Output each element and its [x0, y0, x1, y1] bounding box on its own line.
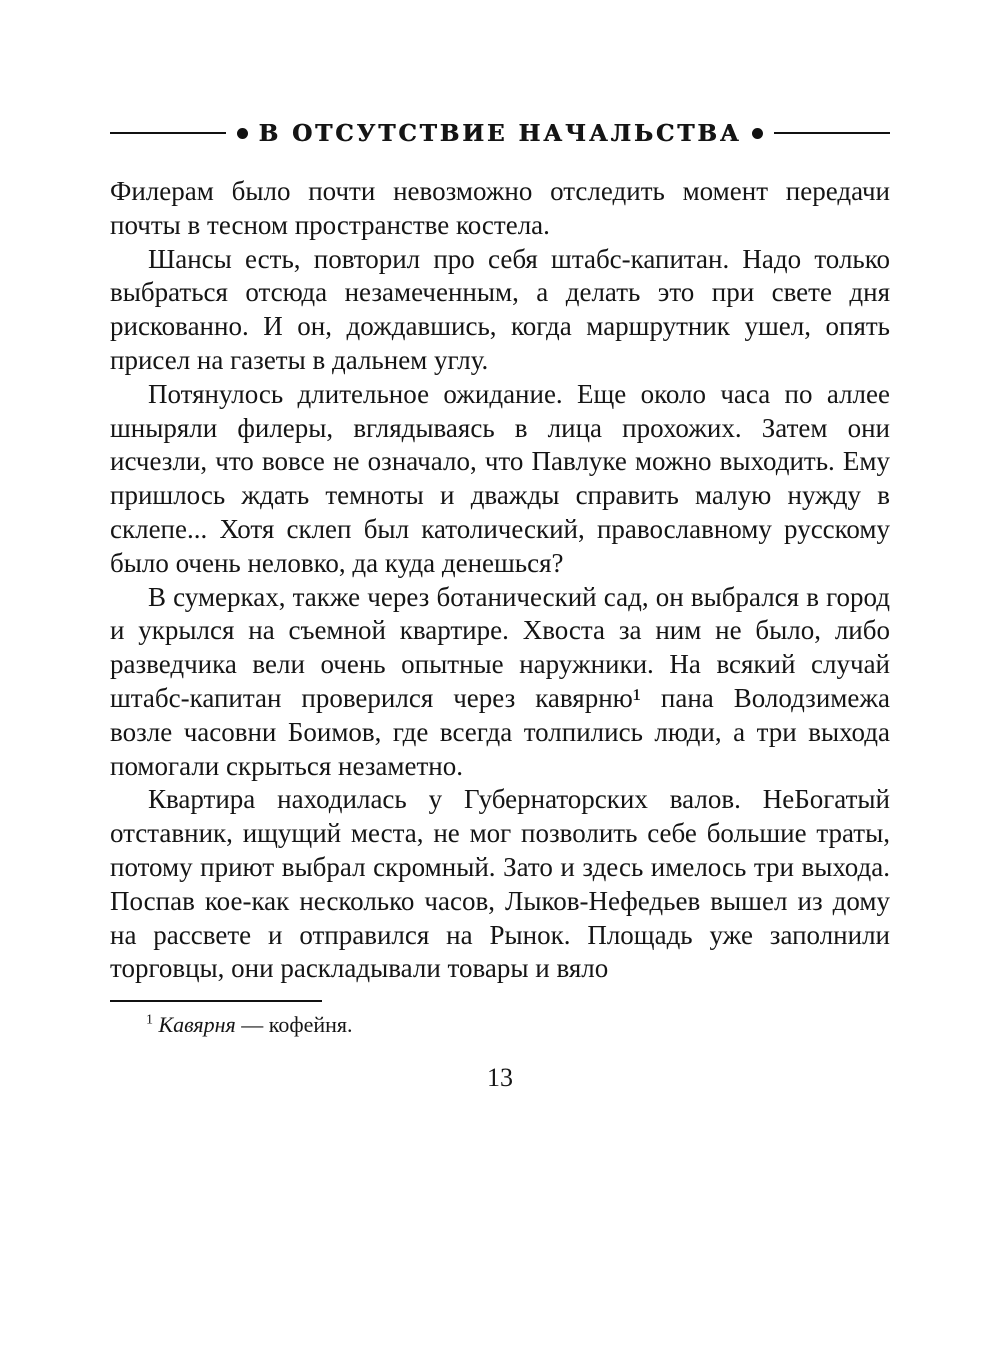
page-number: 13 — [487, 1063, 513, 1093]
body-paragraph: Филерам было почти невозможно отследить момент передачи почты в тесном пространстве костела. — [110, 176, 890, 240]
footnote-term: Кавярня — [158, 1012, 236, 1038]
header-rule-left — [110, 132, 226, 135]
header-ornament-dot-left — [237, 128, 248, 139]
header-rule-right — [774, 132, 890, 135]
body-paragraph: Квартира находилась у Губернаторских валов. НеБогатый отставник, ищущий места, не мог позволить себе большие траты, потому приют выбрал скромный. Зато и здесь имелось три выхода. Поспав кое-как несколько часов, Лыков-Нефедьев вышел из дому на рассвете и отправился на Рынок. Площадь уже заполнили торговцы, они раскладывали товары и вяло — [110, 784, 890, 984]
body-paragraph: Потянулось длительное ожидание. Еще около часа по аллее шныряли филеры, вглядываясь в лица прохожих. Затем они исчезли, что вовсе не означало, что Павлуке можно выходить. Ему пришлось ждать темноты и дважды справить малую нужду в склепе... Хотя склеп был католический, православному русскому было очень неловко, да куда денешься? — [110, 378, 890, 578]
header-ornament-dot-right — [752, 128, 763, 139]
body-paragraph: Шансы есть, повторил про себя штабс-капитан. Надо только выбраться отсюда незамеченным, а делать это при свете дня рискованно. И он, дождавшись, когда маршрутник ушел, опять присел на газеты в дальнем углу. — [110, 243, 890, 375]
footnote-separator-rule — [110, 1000, 322, 1002]
chapter-title: В ОТСУТСТВИЕ НАЧАЛЬСТВА — [258, 119, 742, 147]
chapter-header — [110, 118, 890, 148]
body-text — [110, 175, 890, 986]
footnote-definition: — кофейня. — [241, 1012, 353, 1038]
footnote-marker: 1 — [146, 1012, 153, 1028]
body-paragraph: В сумерках, также через ботанический сад, он выбрался в город и укрылся на съемной квартире. Хвоста за ним не было, либо разведчика вели очень опытные наружники. На всякий случай штабс-капитан проверился через кавярню¹ пана Володзимежа возле часовни Боимов, где всегда толпились люди, а три выхода помогали скрыться незаметно. — [110, 581, 890, 781]
footnote — [110, 1011, 890, 1039]
